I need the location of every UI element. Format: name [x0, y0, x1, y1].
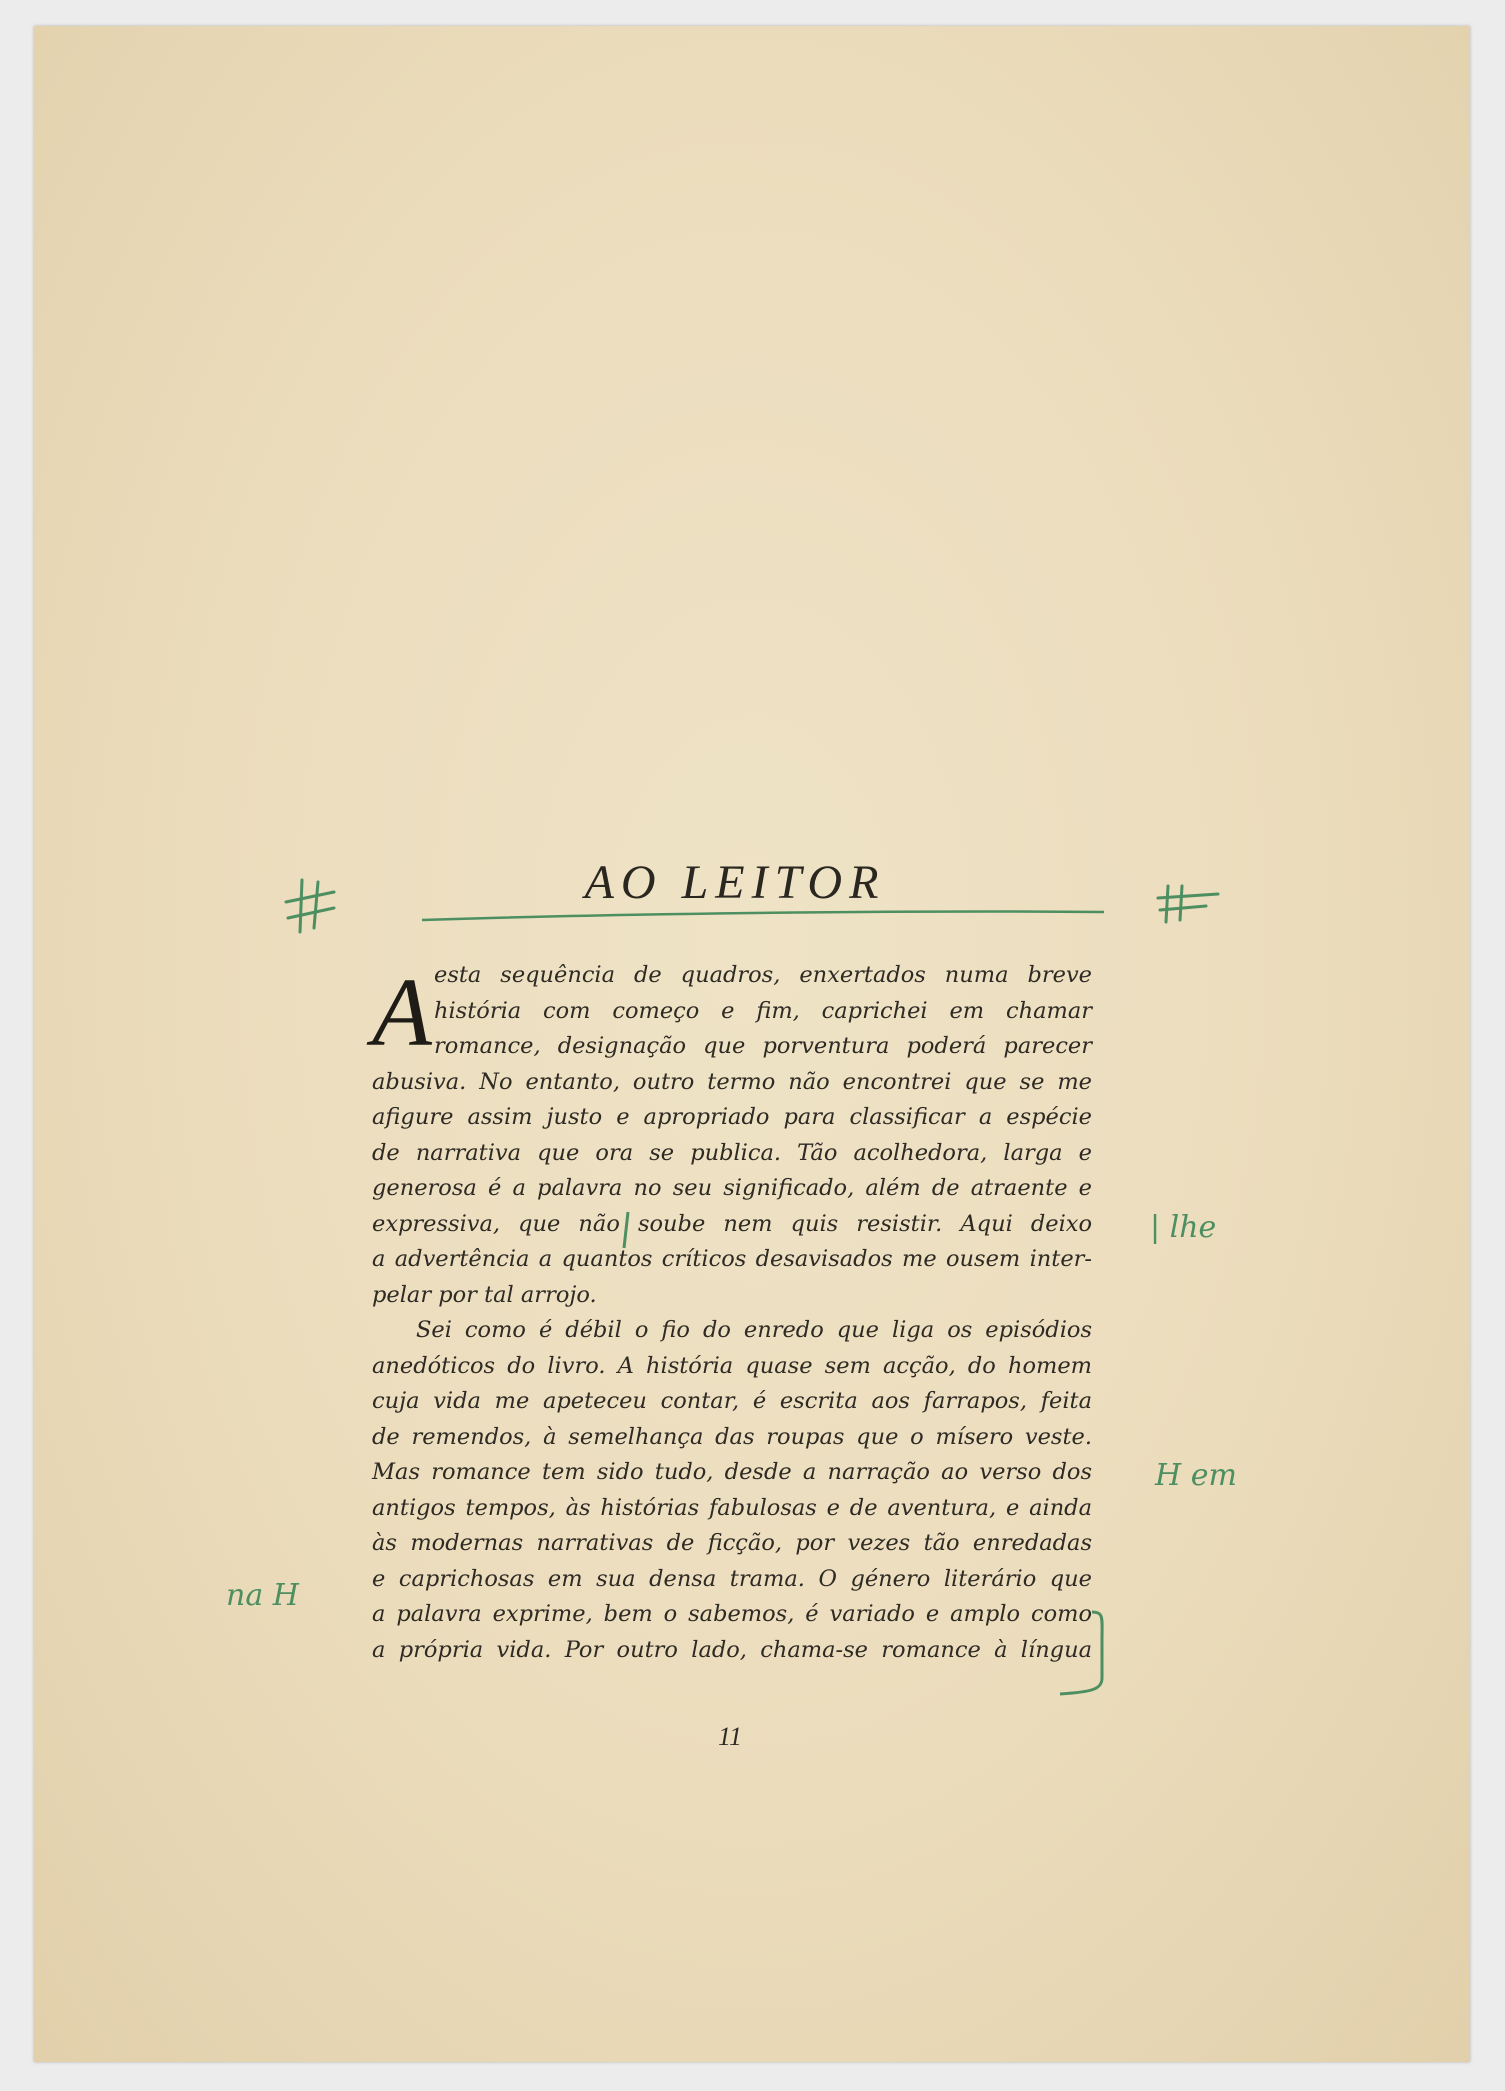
text-line: esta sequência de quadros, enxertados numa breve: [434, 962, 1092, 988]
margin-note-lhe: | lhe: [1150, 1210, 1217, 1245]
text-line: pelar por tal arrojo.: [372, 1281, 597, 1308]
text-line: e caprichosas em sua densa trama. O género literário que: [372, 1565, 1092, 1592]
text-line: Mas romance tem sido tudo, desde a narração ao verso dos: [372, 1459, 1092, 1485]
text-line: generosa é a palavra no seu significado, além de atraente e: [372, 1175, 1092, 1201]
text-line: afigure assim justo e apropriado para classificar a espécie: [372, 1104, 1092, 1130]
text-line: Sei como é débil o fio do enredo que liga os episódios: [416, 1317, 1092, 1343]
margin-note-hem: H em: [1155, 1458, 1237, 1493]
margin-note-nah: na H: [226, 1578, 299, 1613]
text-line: a advertência a quantos críticos desavisados me ousem inter-: [372, 1246, 1092, 1272]
text-line: antigos tempos, às histórias fabulosas e de aventura, e ainda: [372, 1494, 1092, 1521]
text-line: a palavra exprime, bem o sabemos, é variado e amplo como: [372, 1601, 1092, 1627]
text-line: às modernas narrativas de ficção, por vezes tão enredadas: [372, 1530, 1092, 1556]
text-line: romance, designação que porventura poderá parecer: [434, 1033, 1092, 1059]
drop-cap: A: [372, 959, 432, 1067]
text-line: história com começo e fim, caprichei em chamar: [434, 997, 1092, 1024]
page-number: 11: [717, 1722, 743, 1751]
text-line: de narrativa que ora se publica. Tão acolhedora, larga e: [372, 1139, 1092, 1166]
text-line: expressiva, que não soube nem quis resistir. Aqui deixo: [372, 1210, 1092, 1237]
text-line: de remendos, à semelhança das roupas que o mísero veste.: [372, 1423, 1092, 1450]
chapter-title: AO LEITOR: [584, 856, 886, 909]
text-line: cuja vida me apeteceu contar, é escrita aos farrapos, feita: [372, 1388, 1092, 1414]
text-line: a própria vida. Por outro lado, chama-se romance à língua: [372, 1636, 1092, 1663]
text-line: anedóticos do livro. A história quase sem acção, do homem: [372, 1352, 1092, 1379]
body-text: [372, 958, 1092, 1668]
text-line: abusiva. No entanto, outro termo não encontrei que se me: [372, 1068, 1092, 1095]
